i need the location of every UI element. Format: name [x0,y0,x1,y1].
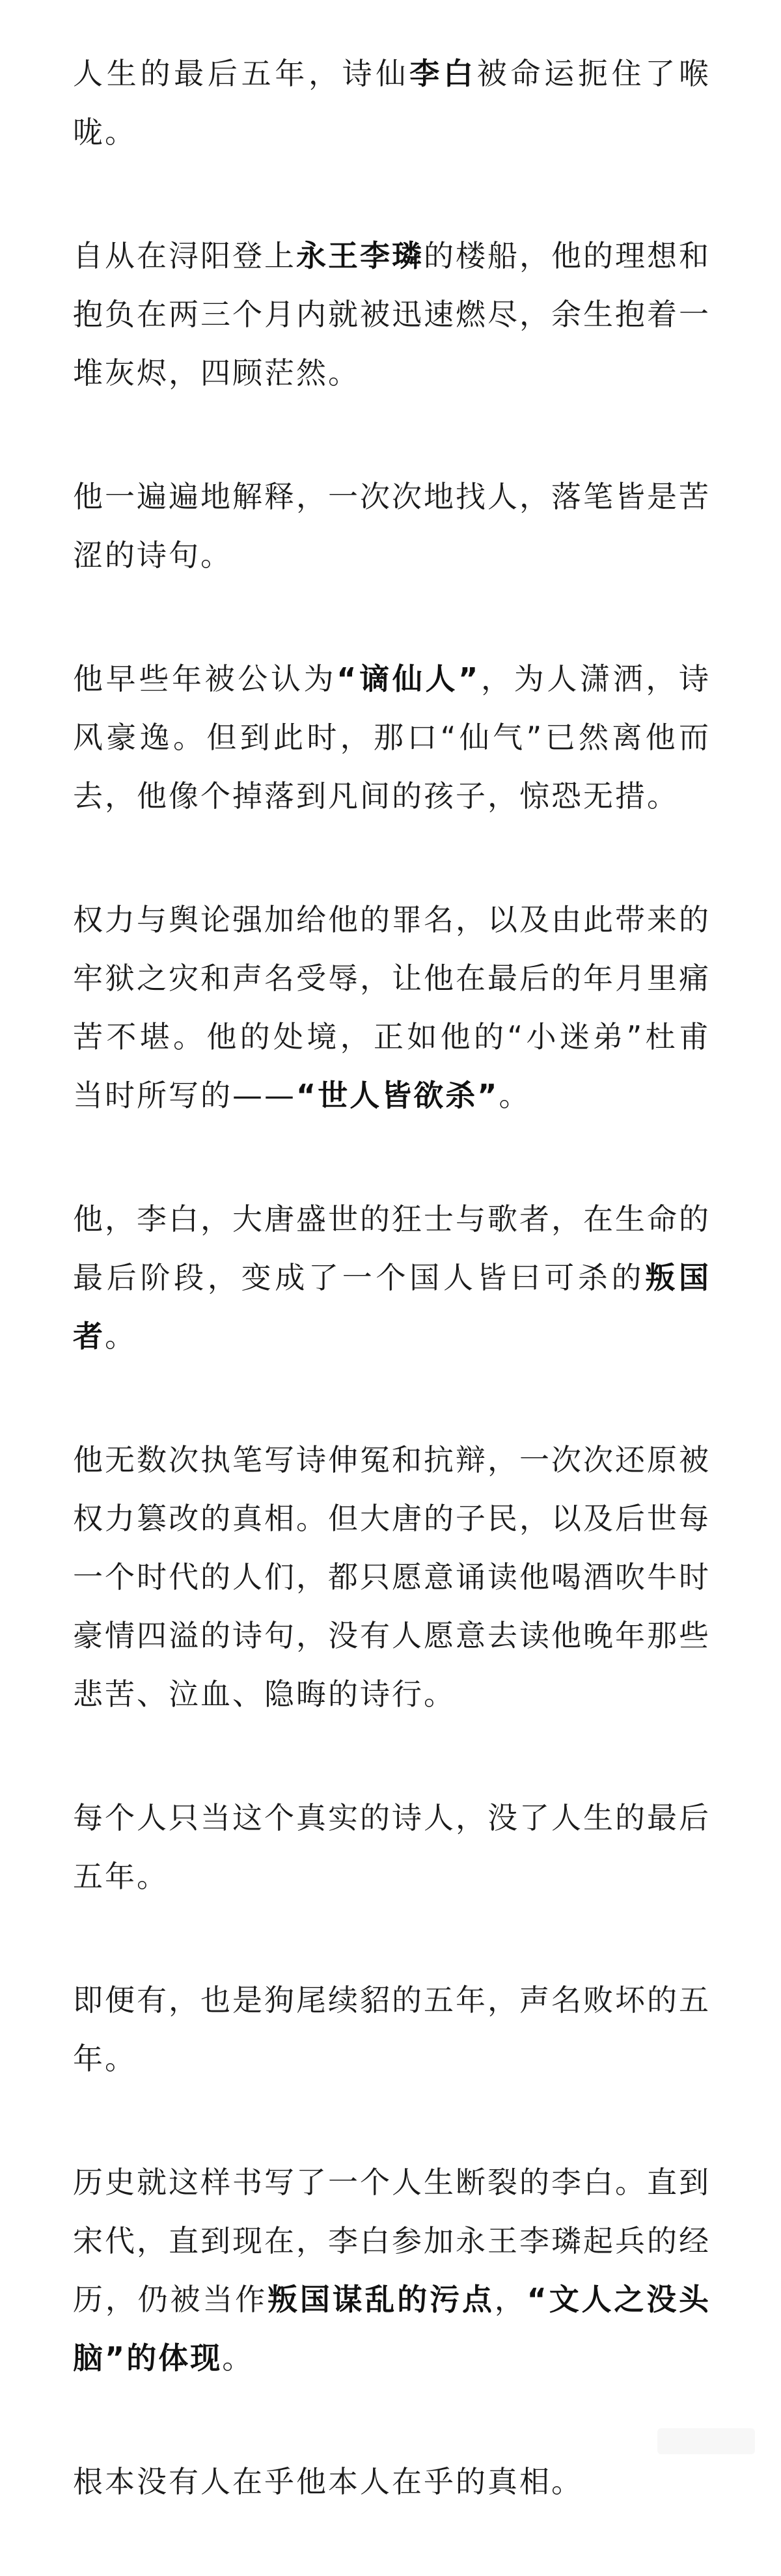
text-segment: 他早些年被公认为 [73,661,337,696]
paragraph-1 [73,44,711,161]
bold-segment: 叛国者 [73,1260,711,1354]
article-body [73,44,711,2576]
text-segment: 他，李白，大唐盛世的狂士与歌者，在生命的最后阶段，变成了一个国人皆曰可杀的 [73,1201,711,1295]
text-segment: 自从在浔阳登上 [73,238,296,273]
bold-segment: 李白 [409,56,477,91]
text-segment: 的楼船，他的理想和抱负在两三个月内就被迅速燃尽，余生抱着一堆灰烬，四顾茫然。 [73,238,711,391]
text-segment: 人生的最后五年，诗仙 [73,56,410,91]
paragraph-9 [73,1971,711,2088]
bold-segment: 叛国谋乱的污点 [267,2282,495,2317]
text-segment: 。 [222,2340,254,2376]
paragraph-5 [73,890,711,1125]
bold-segment: 永王李璘 [296,238,424,273]
text-segment: 每个人只当这个真实的诗人，没了人生的最后五年。 [73,1800,711,1894]
paragraph-10 [73,2153,711,2387]
bold-segment: “文人之没头脑”的体现 [73,2282,711,2376]
text-segment: ， [494,2282,527,2317]
text-segment: 即便有，也是狗尾续貂的五年，声名败坏的五年。 [73,1982,711,2076]
paragraph-6 [73,1190,711,1365]
text-segment: 历史就这样书写了一个人生断裂的李白。直到宋代，直到现在，李白参加永王李璘起兵的经历，仍被当作 [73,2165,711,2317]
text-segment: 根本没有人在乎他本人在乎的真相。 [73,2464,583,2499]
text-segment: 。 [105,1319,137,1354]
paragraph-4 [73,650,711,825]
text-segment: ，为人潇洒，诗风豪逸。但到此时，那口“仙气”已然离他而去，他像个掉落到凡间的孩子，惊恐无措。 [73,661,711,814]
paragraph-8 [73,1788,711,1906]
text-segment: 权力与舆论强加给他的罪名，以及由此带来的牢狱之灾和声名受辱，让他在最后的年月里痛苦不堪。他的处境，正如他的“小迷弟”杜甫当时所写的—— [73,902,711,1113]
paragraph-7 [73,1431,711,1723]
text-segment: 他无数次执笔写诗伸冤和抗辩，一次次还原被权力篡改的真相。但大唐的子民，以及后世每一个时代的人们，都只愿意诵读他喝酒吹牛时豪情四溢的诗句，没有人愿意去读他晚年那些悲苦、泣血、隐晦的诗行。 [73,1442,711,1712]
text-segment: 被命运扼住了喉咙。 [73,56,711,150]
paragraph-11 [73,2452,711,2511]
watermark [657,2428,755,2454]
text-segment: 他一遍遍地解释，一次次地找人，落笔皆是苦涩的诗句。 [73,479,711,573]
paragraph-2 [73,226,711,402]
text-segment: 。 [499,1078,531,1113]
bold-segment: “谪仙人” [336,661,480,696]
paragraph-3 [73,467,711,584]
bold-segment: “世人皆欲杀” [296,1078,499,1113]
